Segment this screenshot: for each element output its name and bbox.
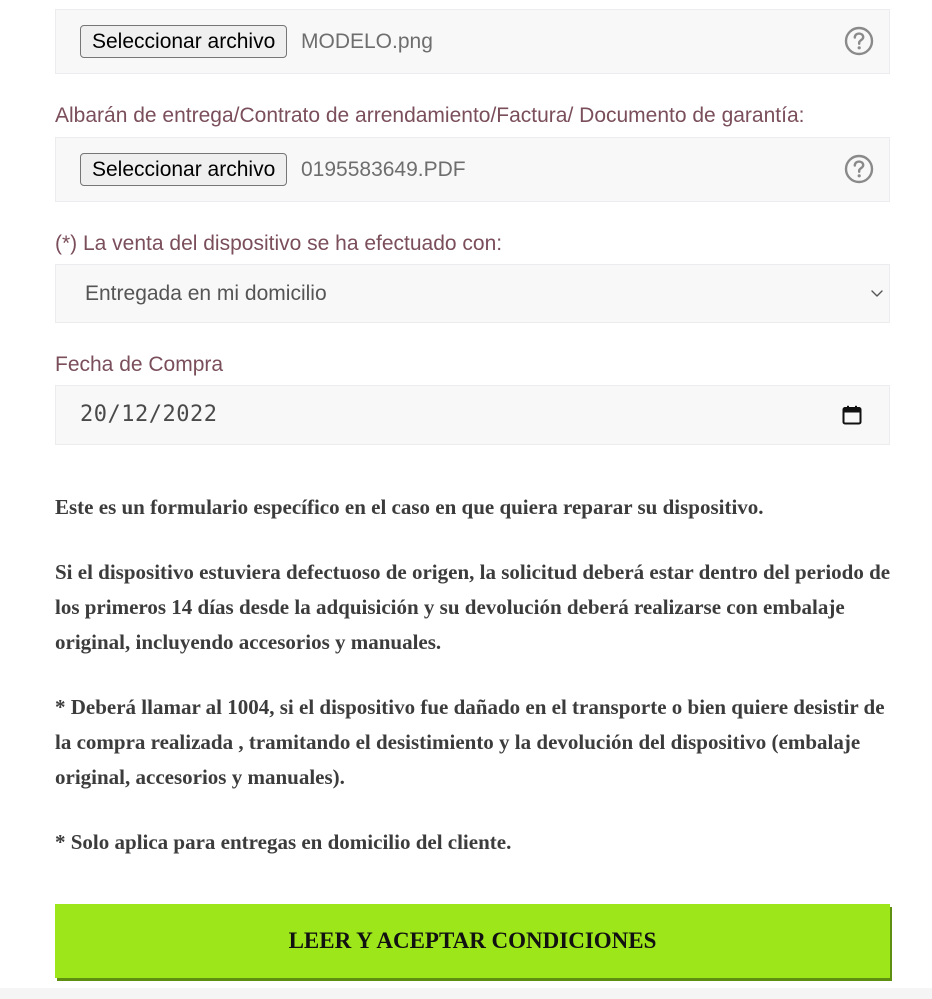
model-file-upload bbox=[55, 9, 890, 74]
purchase-date-value: 20/12/2022 bbox=[80, 402, 218, 427]
delivery-doc-select-file-button[interactable]: Seleccionar archivo bbox=[80, 153, 287, 186]
sale-channel-label: (*) La venta del dispositivo se ha efectuado con: bbox=[55, 232, 503, 255]
delivery-doc-label: Albarán de entrega/Contrato de arrendamiento/Factura/ Documento de garantía: bbox=[55, 104, 805, 127]
delivery-doc-file-name: 0195583649.PDF bbox=[301, 158, 466, 181]
sale-channel-selected-value: Entregada en mi domicilio bbox=[85, 282, 327, 305]
help-icon[interactable] bbox=[844, 26, 874, 56]
info-paragraph: Este es un formulario específico en el caso en que quiera reparar su dispositivo. bbox=[55, 495, 764, 519]
model-file-name: MODELO.png bbox=[301, 30, 433, 53]
calendar-icon[interactable] bbox=[842, 405, 862, 425]
help-icon[interactable] bbox=[844, 154, 874, 184]
info-paragraph: * Deberá llamar al 1004, si el dispositivo fue dañado en el transporte o bien quiere desistir de la compra realizada , tramitando el desistimiento y la devolución del dispositivo (embalaje original, accesorios y manuales). bbox=[55, 695, 885, 789]
delivery-doc-file-upload bbox=[55, 137, 890, 202]
page-footer-band bbox=[0, 988, 932, 999]
purchase-date-input[interactable] bbox=[55, 385, 890, 445]
model-select-file-button[interactable]: Seleccionar archivo bbox=[80, 25, 287, 58]
info-paragraph: Si el dispositivo estuviera defectuoso de origen, la solicitud deberá estar dentro del periodo de los primeros 14 días desde la adquisición y su devolución deberá realizarse con embalaje original, incluyendo accesorios y manuales. bbox=[55, 560, 891, 654]
sale-channel-select[interactable] bbox=[55, 264, 890, 323]
accept-conditions-button[interactable]: LEER Y ACEPTAR CONDICIONES bbox=[55, 904, 890, 978]
info-paragraph: * Solo aplica para entregas en domicilio del cliente. bbox=[55, 830, 512, 854]
chevron-down-icon bbox=[869, 285, 885, 301]
purchase-date-label: Fecha de Compra bbox=[55, 353, 224, 376]
